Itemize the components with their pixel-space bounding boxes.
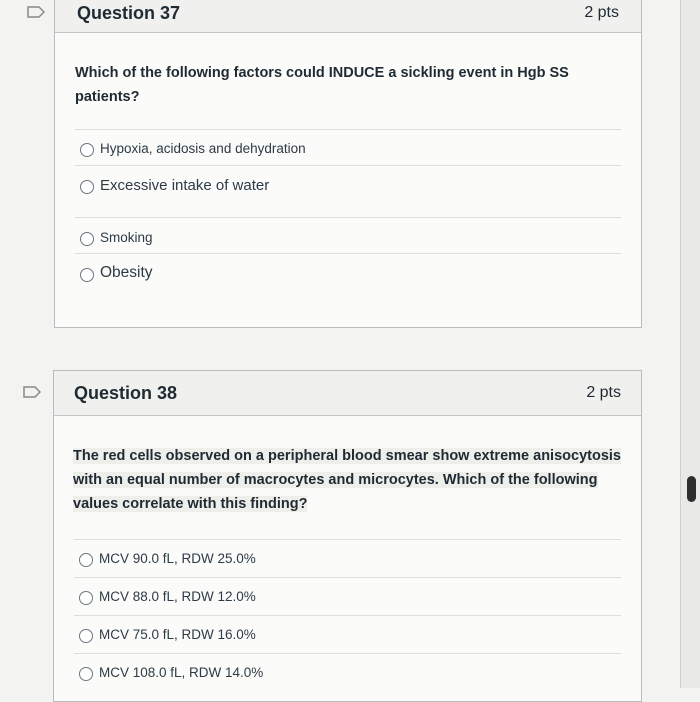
q38-option-2[interactable] xyxy=(74,577,621,616)
radio-unselected-icon[interactable] xyxy=(79,629,93,643)
question-38-title: Question 38 xyxy=(74,383,178,403)
radio-unselected-icon[interactable] xyxy=(79,553,93,567)
question-37-text: Which of the following factors could INDUCE a sickling event in Hgb SS patients? xyxy=(75,65,569,105)
q37-option-4-label[interactable]: Obesity xyxy=(100,264,153,281)
radio-unselected-icon[interactable] xyxy=(80,143,94,157)
radio-unselected-icon[interactable] xyxy=(79,591,93,605)
question-37-points: 2 pts xyxy=(584,4,619,21)
q38-option-1-label[interactable]: MCV 90.0 fL, RDW 25.0% xyxy=(99,551,256,566)
q38-option-2-label[interactable]: MCV 88.0 fL, RDW 12.0% xyxy=(99,589,256,604)
question-38-text: The red cells observed on a peripheral blood smear show extreme anisocytosis with an equal number of macrocytes and microcytes. Which of the following values correlate with this finding? xyxy=(73,448,621,512)
question-37-header xyxy=(55,0,641,33)
q37-option-3[interactable] xyxy=(75,217,621,254)
radio-unselected-icon[interactable] xyxy=(80,232,94,246)
question-38-card xyxy=(53,370,642,702)
question-38-points: 2 pts xyxy=(586,384,621,401)
question-37-title: Question 37 xyxy=(77,3,181,23)
q38-option-3-label[interactable]: MCV 75.0 fL, RDW 16.0% xyxy=(99,627,256,642)
flag-question-37-icon[interactable] xyxy=(27,6,45,18)
question-38-header xyxy=(54,371,641,416)
q37-option-3-label[interactable]: Smoking xyxy=(100,230,153,245)
page-scrollbar-track[interactable] xyxy=(680,0,700,688)
q37-option-4[interactable] xyxy=(75,253,621,294)
radio-unselected-icon[interactable] xyxy=(80,268,94,282)
q38-option-3[interactable] xyxy=(74,615,621,654)
scrollbar-thumb[interactable] xyxy=(687,476,696,502)
radio-unselected-icon[interactable] xyxy=(80,180,94,194)
q37-option-1-label[interactable]: Hypoxia, acidosis and dehydration xyxy=(100,141,306,156)
q37-option-2[interactable] xyxy=(75,165,621,218)
radio-unselected-icon[interactable] xyxy=(79,667,93,681)
q38-option-4-label[interactable]: MCV 108.0 fL, RDW 14.0% xyxy=(99,665,264,680)
q37-option-1[interactable] xyxy=(75,129,621,166)
question-37-card xyxy=(54,0,642,328)
q38-option-1[interactable] xyxy=(74,539,621,578)
q37-option-2-label[interactable]: Excessive intake of water xyxy=(100,177,270,194)
flag-question-38-icon[interactable] xyxy=(23,386,41,398)
